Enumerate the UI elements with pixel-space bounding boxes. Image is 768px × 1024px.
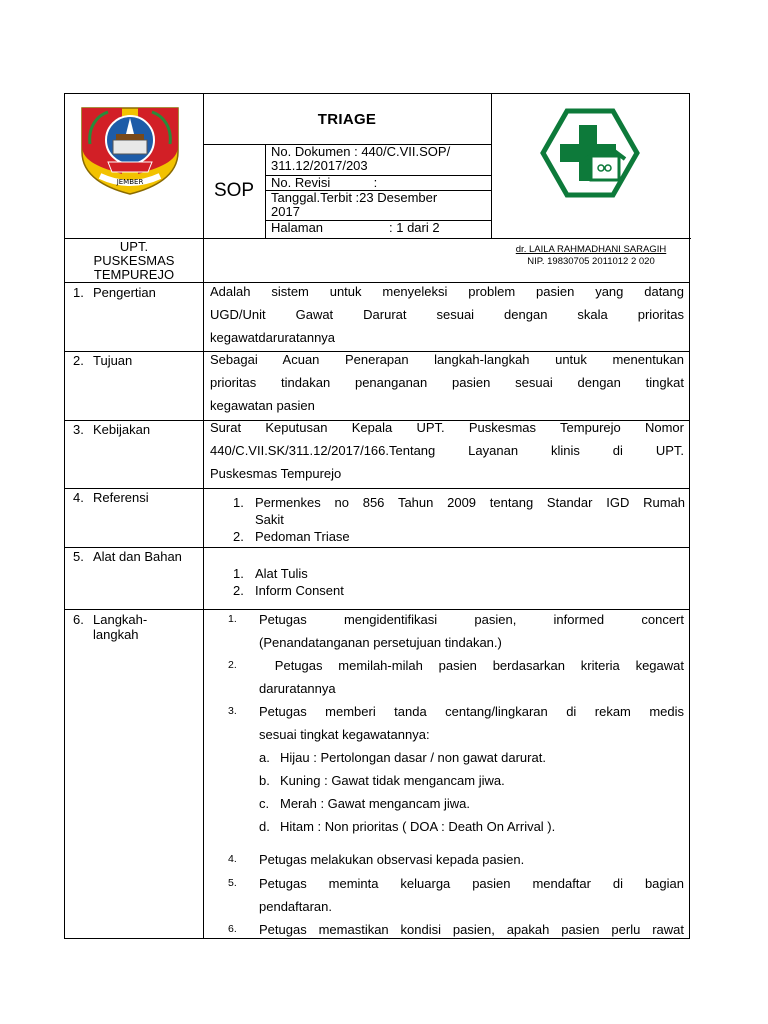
triage-level-yellow: b. Kuning : Gawat tidak mengancam jiwa. <box>259 773 505 788</box>
publish-date <box>271 191 437 219</box>
sop-label: SOP <box>213 180 255 201</box>
page-count <box>271 220 440 235</box>
publish-date-line1: Tanggal.Terbit :23 Desember <box>271 190 438 205</box>
list-item: 1. Alat Tulis <box>233 566 308 581</box>
tujuan-line-3: kegawatan pasien <box>210 398 315 413</box>
sop-header-table <box>64 93 690 283</box>
kebijakan-line-2: 440/C.VII.SK/311.12/2017/166.Tentang Layanan klinis di UPT. <box>210 443 684 458</box>
unit-name-line1: UPT. <box>119 239 149 254</box>
section-label-referensi: 4. Referensi <box>73 490 149 505</box>
triage-level-red: c. Merah : Gawat mengancam jiwa. <box>259 796 471 811</box>
doc-number-line2: 311.12/2017/203 <box>271 158 368 173</box>
sop-content-table: 1. Pengertian Adalah sistem untuk menyeleksi problem pasien yang datang UGD/Unit Gawat Darurat sesuai dengan skala prioritas kegawatdaruratannya 2. Tujuan Sebagai Acuan Penerapan langkah-langkah untuk menentukan prioritas tindakan penanganan pasien sesuai dengan tingkat kegawatan pasien 3. Kebijakan Surat Keputusan Kepala UPT. Puskesmas Tempurejo Nomor 440/C.VII.SK/311.12/2017/166.Tentang Layanan klinis di UPT. Puskesmas Tempurejo 4. Referensi 1. Permenkes no 856 Tahun 2009 tentang Standar IGD Rumah Sakit 2. Pedoman Triase 5. Alat dan Bahan 1. Alat Tulis 2. Inform Consent 6. Langkah- langkah 1. Petugas mengidentifikasi pasien, informed concert (Penandatanganan persetujuan tindakan.) 2. Petugas memilah-milah pasien berdasarkan kriteria kegawat daruratannya 3. Petugas memberi tanda centang/lingkaran di rekam medis sesuai tingkat kegawatannya: a. Hijau : Pertolongan dasar / non gawat darurat. b. Kuning : Gawat tidak mengancam jiwa. c. Merah : Gawat mengancam jiwa. d. Hitam : Non prioritas ( DOA : Death On Arrival ). 4. Petugas melakukan observasi kepada pasien. 5. Petugas meminta keluarga pasien mendaftar di bagian pendaftaran. 6. Petugas memastikan kondisi pasien, apakah pasien perlu rawat <box>64 283 690 939</box>
jember-regency-logo <box>80 104 180 201</box>
signatory-nip: NIP. 19830705 2011012 2 020 <box>527 256 655 267</box>
doc-number-line1: No. Dokumen : 440/C.VII.SOP/ <box>271 144 451 159</box>
pengertian-line-3: kegawatdaruratannya <box>210 330 336 345</box>
doc-number <box>271 145 450 173</box>
unit-name-line3: TEMPUREJO <box>93 267 175 282</box>
referensi-list <box>233 494 685 545</box>
list-item: 2. Pedoman Triase <box>233 529 350 544</box>
signatory <box>491 244 691 268</box>
list-item: 1. Permenkes no 856 Tahun 2009 tentang Standar IGD Rumah Sakit <box>233 495 685 527</box>
list-item: 2. Inform Consent <box>233 583 344 598</box>
svg-text:JEMBER: JEMBER <box>116 178 144 186</box>
kebijakan-line-3: Puskesmas Tempurejo <box>210 466 342 481</box>
document-title: TRIAGE <box>317 110 377 128</box>
section-label-langkah-langkah: 6. Langkah- langkah <box>73 612 148 642</box>
page-label: Halaman <box>271 220 324 235</box>
pengertian-line-2: UGD/Unit Gawat Darurat sesuai dengan skala prioritas <box>210 307 684 322</box>
page-value: : 1 dari 2 <box>389 220 440 235</box>
alat-dan-bahan-list <box>233 565 344 599</box>
tujuan-line-2: prioritas tindakan penanganan pasien sesuai dengan tingkat <box>210 375 684 390</box>
puskesmas-logo <box>537 107 643 204</box>
publish-date-line2: 2017 <box>271 204 300 219</box>
revision-number: No. Revisi : <box>271 175 378 190</box>
section-label-tujuan: 2. Tujuan <box>73 353 133 368</box>
tujuan-line-1: Sebagai Acuan Penerapan langkah-langkah untuk menentukan <box>210 352 684 367</box>
section-label-pengertian: 1. Pengertian <box>73 285 156 300</box>
triage-level-green: a. Hijau : Pertolongan dasar / non gawat darurat. <box>259 750 546 765</box>
section-label-kebijakan: 3. Kebijakan <box>73 422 151 437</box>
pengertian-line-1: Adalah sistem untuk menyeleksi problem pasien yang datang <box>210 284 684 299</box>
section-label-alat-dan-bahan: 5. Alat dan Bahan <box>73 549 182 564</box>
unit-name-line2: PUSKESMAS <box>93 253 175 268</box>
triage-level-black: d. Hitam : Non prioritas ( DOA : Death On Arrival ). <box>259 819 556 834</box>
unit-name <box>65 238 203 282</box>
kebijakan-line-1: Surat Keputusan Kepala UPT. Puskesmas Tempurejo Nomor <box>210 420 684 435</box>
signatory-name: dr. LAILA RAHMADHANI SARAGIH <box>515 244 667 255</box>
